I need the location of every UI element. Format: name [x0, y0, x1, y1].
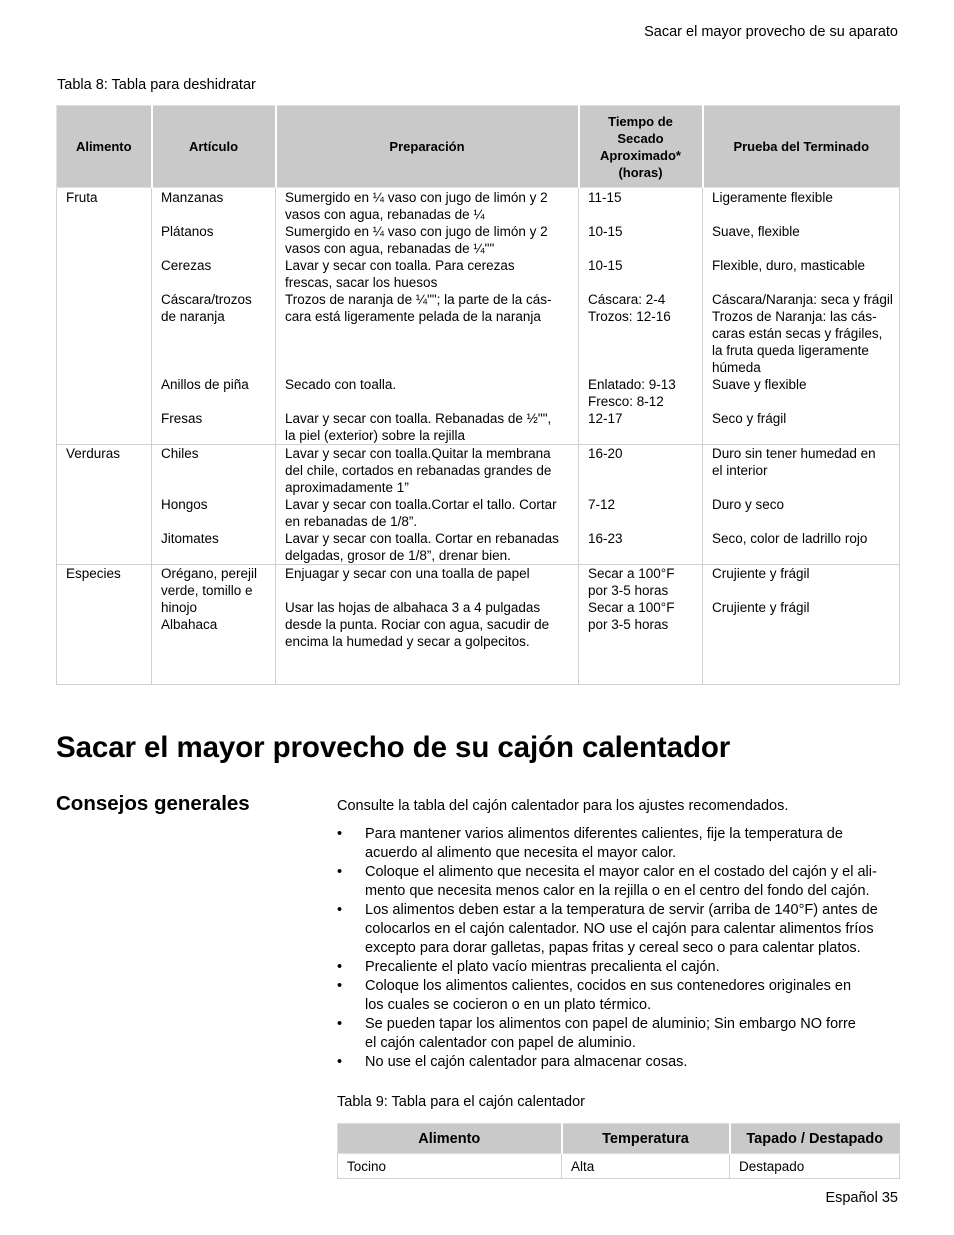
prep-text: del chile, cortados en rebanadas grandes de	[285, 463, 552, 478]
tip-item	[337, 1053, 902, 1072]
table-cell: Alta	[562, 1154, 730, 1179]
table8-group-row	[57, 188, 900, 445]
food-category: Fruta	[66, 190, 98, 205]
test-text: Trozos de Naranja: las cás-	[712, 309, 877, 324]
table-cell: Tocino	[338, 1154, 562, 1179]
food-category: Verduras	[66, 446, 121, 461]
time-text: 16-23	[588, 531, 623, 546]
page-number: Español 35	[825, 1190, 898, 1206]
tip-text: excepto para dorar galletas, papas fritas y cereal seco o para calentar platos.	[365, 940, 861, 956]
article-text: Chiles	[161, 446, 199, 461]
header-articulo: Artículo	[152, 106, 276, 188]
prep-cell	[276, 565, 579, 685]
tip-text: mento que necesita menos calor en la rejilla o en el centro del fondo del cajón.	[365, 883, 870, 899]
header-alimento: Alimento	[57, 106, 152, 188]
article-text: Hongos	[161, 497, 208, 512]
intro-text: Consulte la tabla del cajón calentador para los ajustes recomendados.	[337, 798, 789, 814]
prep-text: aproximadamente 1”	[285, 480, 409, 495]
tip-text: el cajón calentador con papel de aluminio.	[365, 1035, 636, 1051]
test-text: Suave, flexible	[712, 224, 800, 239]
header-prueba: Prueba del Terminado	[703, 106, 900, 188]
test-text: húmeda	[712, 360, 761, 375]
time-text: Fresco: 8-12	[588, 394, 664, 409]
bullet-icon: •	[337, 1054, 343, 1070]
article-cell	[152, 445, 276, 565]
bullet-icon: •	[337, 978, 343, 994]
tip-text: los cuales se cocieron o en un plato térmico.	[365, 997, 652, 1013]
tip-item	[337, 958, 902, 977]
prep-text: Lavar y secar con toalla.Quitar la membrana	[285, 446, 551, 461]
prep-text: Lavar y secar con toalla. Rebanadas de ½"",	[285, 411, 552, 426]
test-text: Duro sin tener humedad en	[712, 446, 876, 461]
time-text: por 3-5 horas	[588, 617, 669, 632]
article-text: Cáscara/trozos	[161, 292, 252, 307]
prep-text: Sumergido en ¼ vaso con jugo de limón y 2	[285, 224, 548, 239]
bullet-icon: •	[337, 902, 343, 918]
prep-text: frescas, sacar los huesos	[285, 275, 438, 290]
prep-text: Lavar y secar con toalla.Cortar el tallo. Cortar	[285, 497, 557, 512]
test-text: el interior	[712, 463, 768, 478]
time-text: 16-20	[588, 446, 623, 461]
time-text: Secar a 100°F	[588, 566, 675, 581]
test-cell	[703, 445, 900, 565]
prep-cell	[276, 445, 579, 565]
bullet-icon: •	[337, 864, 343, 880]
prep-text: Sumergido en ¼ vaso con jugo de limón y 2	[285, 190, 548, 205]
prep-cell	[276, 188, 579, 445]
tip-item	[337, 977, 902, 1015]
subsection-title: Consejos generales	[56, 792, 250, 815]
article-text: Manzanas	[161, 190, 224, 205]
prep-text: Enjuagar y secar con una toalla de papel	[285, 566, 530, 581]
test-text: Crujiente y frágil	[712, 600, 810, 615]
time-cell	[579, 188, 703, 445]
test-cell	[703, 565, 900, 685]
table-cell: Destapado	[730, 1154, 900, 1179]
prep-text: Usar las hojas de albahaca 3 a 4 pulgadas	[285, 600, 541, 615]
prep-text: Trozos de naranja de ¼""; la parte de la cás-	[285, 292, 552, 307]
tip-item	[337, 825, 902, 863]
time-text: por 3-5 horas	[588, 583, 669, 598]
table8-header-row	[57, 106, 900, 188]
table8-body	[57, 188, 900, 685]
section-title: Sacar el mayor provecho de su cajón calentador	[56, 731, 731, 764]
article-text: Plátanos	[161, 224, 214, 239]
test-text: Seco y frágil	[712, 411, 787, 426]
food-category-cell	[57, 565, 152, 685]
prep-text: vasos con agua, rebanadas de ¼""	[285, 241, 495, 256]
prep-text: la piel (exterior) sobre la rejilla	[285, 428, 466, 443]
header-temperatura: Temperatura	[562, 1124, 730, 1154]
article-text: Cerezas	[161, 258, 212, 273]
tip-item	[337, 1015, 902, 1053]
prep-text: vasos con agua, rebanadas de ¼	[285, 207, 485, 222]
running-header: Sacar el mayor provecho de su aparato	[644, 24, 898, 40]
header-tiempo: Tiempo de Secado Aproximado* (horas)	[579, 106, 703, 188]
test-text: Crujiente y frágil	[712, 566, 810, 581]
article-text: Orégano, perejil	[161, 566, 258, 581]
prep-text: Lavar y secar con toalla. Para cerezas	[285, 258, 515, 273]
table8-group-row	[57, 565, 900, 685]
table8-caption: Tabla 8: Tabla para deshidratar	[57, 77, 256, 93]
article-text: Jitomates	[161, 531, 219, 546]
prep-text: encima la humedad y secar a golpecitos.	[285, 634, 530, 649]
time-text: Cáscara: 2-4	[588, 292, 666, 307]
dehydrating-table	[56, 105, 900, 685]
tip-text: Precaliente el plato vacío mientras precalienta el cajón.	[365, 959, 720, 975]
food-category: Especies	[66, 566, 121, 581]
table-row	[338, 1154, 900, 1179]
table9-body	[338, 1154, 900, 1179]
tip-text: Se pueden tapar los alimentos con papel de aluminio; Sin embargo NO forre	[365, 1016, 856, 1032]
time-cell	[579, 565, 703, 685]
bullet-icon: •	[337, 959, 343, 975]
test-text: Suave y flexible	[712, 377, 807, 392]
test-text: Seco, color de ladrillo rojo	[712, 531, 868, 546]
test-text: Flexible, duro, masticable	[712, 258, 866, 273]
test-text: Duro y seco	[712, 497, 785, 512]
article-text: verde, tomillo e	[161, 583, 253, 598]
prep-text: delgadas, grosor de 1/8”, drenar bien.	[285, 548, 511, 563]
test-text: Ligeramente flexible	[712, 190, 833, 205]
time-text: Trozos: 12-16	[588, 309, 671, 324]
article-text: Albahaca	[161, 617, 218, 632]
article-text: Fresas	[161, 411, 203, 426]
prep-text: en rebanadas de 1/8”.	[285, 514, 418, 529]
tip-text: Para mantener varios alimentos diferentes calientes, fije la temperatura de	[365, 826, 843, 842]
header-tapado: Tapado / Destapado	[730, 1124, 900, 1154]
test-text: la fruta queda ligeramente	[712, 343, 869, 358]
tips-list	[337, 825, 902, 1072]
tip-text: colocarlos en el cajón calentador. NO use el cajón para calentar alimentos fríos	[365, 921, 874, 937]
article-text: de naranja	[161, 309, 225, 324]
tip-item	[337, 863, 902, 901]
bullet-icon: •	[337, 1016, 343, 1032]
header-preparacion: Preparación	[276, 106, 579, 188]
prep-text: Secado con toalla.	[285, 377, 397, 392]
tip-text: acuerdo al alimento que necesita el mayor calor.	[365, 845, 677, 861]
time-text: 12-17	[588, 411, 623, 426]
table9-caption: Tabla 9: Tabla para el cajón calentador	[337, 1094, 586, 1110]
warming-drawer-table	[337, 1123, 900, 1179]
time-cell	[579, 445, 703, 565]
table9-header-row	[338, 1124, 900, 1154]
tip-text: Coloque el alimento que necesita el mayor calor en el costado del cajón y el ali-	[365, 864, 877, 880]
test-text: Cáscara/Naranja: seca y frágil	[712, 292, 893, 307]
tip-text: Coloque los alimentos calientes, cocidos en sus contenedores originales en	[365, 978, 852, 994]
time-text: Secar a 100°F	[588, 600, 675, 615]
header-alimento: Alimento	[338, 1124, 562, 1154]
time-text: Enlatado: 9-13	[588, 377, 676, 392]
time-text: 10-15	[588, 224, 623, 239]
article-cell	[152, 188, 276, 445]
time-text: 7-12	[588, 497, 616, 512]
tip-item	[337, 901, 902, 958]
tip-text: No use el cajón calentador para almacenar cosas.	[365, 1054, 688, 1070]
prep-text: cara está ligeramente pelada de la naranja	[285, 309, 541, 324]
tip-text: Los alimentos deben estar a la temperatura de servir (arriba de 140°F) antes de	[365, 902, 878, 918]
time-text: 11-15	[588, 190, 622, 205]
article-text: hinojo	[161, 600, 198, 615]
article-text: Anillos de piña	[161, 377, 249, 392]
test-text: caras están secas y frágiles,	[712, 326, 883, 341]
time-text: 10-15	[588, 258, 623, 273]
prep-text: desde la punta. Rociar con agua, sacudir de	[285, 617, 550, 632]
test-cell	[703, 188, 900, 445]
food-category-cell	[57, 445, 152, 565]
table8-group-row	[57, 445, 900, 565]
food-category-cell	[57, 188, 152, 445]
article-cell	[152, 565, 276, 685]
prep-text: Lavar y secar con toalla. Cortar en rebanadas	[285, 531, 559, 546]
bullet-icon: •	[337, 826, 343, 842]
